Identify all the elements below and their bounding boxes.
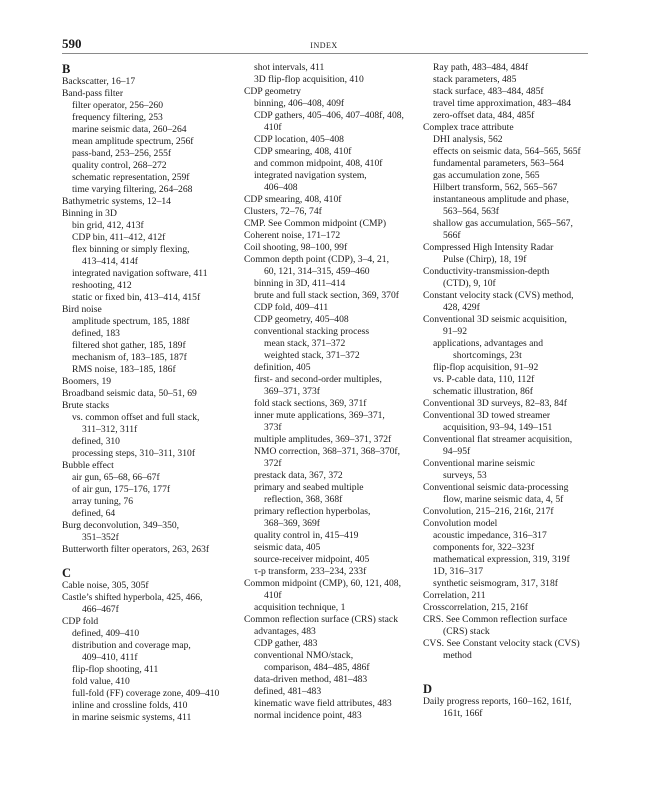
index-subentry: defined, 481–483 [254, 686, 322, 697]
index-subentry: 161t, 166f [443, 708, 483, 719]
index-subentry: flex binning or simply flexing, [72, 244, 190, 255]
index-entry: Cable noise, 305, 305f [62, 580, 149, 591]
index-entry: Boomers, 19 [62, 376, 112, 387]
index-subentry: 409–410, 411f [82, 652, 138, 663]
index-subentry: inner mute applications, 369–371, [254, 410, 385, 421]
index-subentry: schematic illustration, 86f [433, 386, 533, 397]
index-subentry: binning in 3D, 411–414 [254, 278, 346, 289]
index-subentry: surveys, 53 [443, 470, 487, 481]
index-subentry: stack parameters, 485 [433, 74, 517, 85]
index-entry: Constant velocity stack (CVS) method, [423, 290, 574, 301]
index-subentry: data-driven method, 481–483 [254, 674, 368, 685]
index-subentry: definition, 405 [254, 362, 311, 373]
index-entry: Bathymetric systems, 12–14 [62, 196, 171, 207]
index-subentry: prestack data, 367, 372 [254, 470, 343, 481]
index-subentry: reshooting, 412 [72, 280, 132, 291]
index-subentry: array tuning, 76 [72, 496, 134, 507]
index-subentry: comparison, 484–485, 486f [264, 662, 370, 673]
index-entry: CDP fold [62, 616, 99, 627]
index-subentry: Ray path, 483–484, 484f [433, 62, 529, 73]
index-subentry: integrated navigation software, 411 [72, 268, 208, 279]
index-entry: CRS. See Common reflection surface [423, 614, 568, 625]
index-entry: Coil shooting, 98–100, 99f [244, 242, 348, 253]
index-entry: Correlation, 211 [423, 590, 486, 601]
spacer [62, 556, 242, 566]
index-subentry: gas accumulation zone, 565 [433, 170, 540, 181]
spacer [423, 662, 603, 672]
index-subentry: defined, 64 [72, 508, 116, 519]
index-subentry: mathematical expression, 319, 319f [433, 554, 570, 565]
index-subentry: 466–467f [82, 604, 119, 615]
index-subentry: RMS noise, 183–185, 186f [72, 364, 176, 375]
index-column-3 [423, 62, 603, 720]
index-subentry: (CRS) stack [443, 626, 490, 637]
index-subentry: marine seismic data, 260–264 [72, 124, 187, 135]
index-subentry: filtered shot gather, 185, 189f [72, 340, 186, 351]
index-subentry: stack surface, 483–484, 485f [433, 86, 544, 97]
index-subentry: 1D, 316–317 [433, 566, 484, 577]
index-subentry: weighted stack, 371–372 [264, 350, 360, 361]
index-subentry: conventional NMO/stack, [254, 650, 354, 661]
index-subentry: shortcomings, 23t [453, 350, 522, 361]
index-subentry: normal incidence point, 483 [254, 710, 362, 721]
index-subentry: fold stack sections, 369, 371f [254, 398, 367, 409]
index-entry: CVS. See Constant velocity stack (CVS) [423, 638, 580, 649]
index-subentry: 3D flip-flop acquisition, 410 [254, 74, 364, 85]
index-entry: Coherent noise, 171–172 [244, 230, 341, 241]
index-subentry: 372f [264, 458, 282, 469]
index-subentry: 94–95f [443, 446, 471, 457]
section-letter: D [423, 682, 433, 696]
page-number: 590 [62, 36, 82, 51]
running-head: INDEX [310, 41, 338, 50]
index-subentry: static or fixed bin, 413–414, 415f [72, 292, 201, 303]
index-subentry: 373f [264, 422, 282, 433]
index-subentry: in marine seismic systems, 411 [72, 712, 192, 723]
index-subentry: pass-band, 253–256, 255f [72, 148, 172, 159]
index-entry: Band-pass filter [62, 88, 124, 99]
index-subentry: 91–92 [443, 326, 467, 337]
index-subentry: schematic representation, 259f [72, 172, 190, 183]
index-column-2 [244, 62, 424, 722]
index-subentry: mechanism of, 183–185, 187f [72, 352, 187, 363]
index-subentry: 311–312, 311f [82, 424, 138, 435]
spacer [423, 672, 603, 682]
index-subentry: 406–408 [264, 182, 298, 193]
index-entry: Conventional flat streamer acquisition, [423, 434, 573, 445]
index-subentry: brute and full stack section, 369, 370f [254, 290, 399, 301]
index-entry: Conventional 3D seismic acquisition, [423, 314, 567, 325]
index-subentry: flow, marine seismic data, 4, 5f [443, 494, 564, 505]
index-entry: Convolution model [423, 518, 498, 529]
index-subentry: multiple amplitudes, 369–371, 372f [254, 434, 392, 445]
index-subentry: reflection, 368, 368f [264, 494, 343, 505]
index-subentry: defined, 310 [72, 436, 120, 447]
index-subentry: acoustic impedance, 316–317 [433, 530, 547, 541]
index-subentry: CDP location, 405–408 [254, 134, 344, 145]
index-entry: Convolution, 215–216, 216t, 217f [423, 506, 554, 517]
index-subentry: integrated navigation system, [254, 170, 367, 181]
index-entry: Compressed High Intensity Radar [423, 242, 554, 253]
index-subentry: and common midpoint, 408, 410f [254, 158, 383, 169]
index-subentry: 410f [264, 122, 282, 133]
index-entry: Bubble effect [62, 460, 114, 471]
index-subentry: mean amplitude spectrum, 256f [72, 136, 194, 147]
index-subentry: quality control, 268–272 [72, 160, 167, 171]
index-subentry: 368–369, 369f [264, 518, 320, 529]
index-subentry: applications, advantages and [433, 338, 544, 349]
index-subentry: Pulse (Chirp), 18, 19f [443, 254, 527, 265]
index-subentry: bin grid, 412, 413f [72, 220, 144, 231]
index-subentry: CDP smearing, 408, 410f [254, 146, 352, 157]
index-entry: Common reflection surface (CRS) stack [244, 614, 398, 625]
index-subentry: vs. common offset and full stack, [72, 412, 200, 423]
index-subentry: of air gun, 175–176, 177f [72, 484, 171, 495]
index-subentry: fold value, 410 [72, 676, 130, 687]
index-subentry: 410f [264, 590, 282, 601]
index-subentry: inline and crossline folds, 410 [72, 700, 188, 711]
index-subentry: effects on seismic data, 564–565, 565f [433, 146, 581, 157]
index-subentry: mean stack, 371–372 [264, 338, 346, 349]
index-entry: Backscatter, 16–17 [62, 76, 136, 87]
section-letter: C [62, 566, 72, 580]
index-subentry: advantages, 483 [254, 626, 316, 637]
index-subentry: defined, 183 [72, 328, 120, 339]
index-entry: CDP geometry [244, 86, 301, 97]
index-column-1 [62, 62, 242, 724]
index-subentry: processing steps, 310–311, 310f [72, 448, 196, 459]
header-rule [62, 53, 588, 54]
index-subentry: CDP bin, 411–412, 412f [72, 232, 166, 243]
index-entry: Brute stacks [62, 400, 110, 411]
index-entry: Daily progress reports, 160–162, 161f, [423, 696, 572, 707]
index-subentry: frequency filtering, 253 [72, 112, 163, 123]
index-subentry: τ-p transform, 233–234, 233f [254, 566, 367, 577]
index-subentry: quality control in, 415–419 [254, 530, 359, 541]
index-subentry: seismic data, 405 [254, 542, 321, 553]
index-entry: Butterworth filter operators, 263, 263f [62, 544, 210, 555]
index-subentry: source-receiver midpoint, 405 [254, 554, 370, 565]
index-entry: CDP smearing, 408, 410f [244, 194, 342, 205]
index-subentry: acquisition technique, 1 [254, 602, 346, 613]
index-entry: Complex trace attribute [423, 122, 514, 133]
index-entry: Clusters, 72–76, 74f [244, 206, 322, 217]
index-entry: Common depth point (CDP), 3–4, 21, [244, 254, 389, 265]
index-entry: Castle’s shifted hyperbola, 425, 466, [62, 592, 203, 603]
index-entry: CMP. See Common midpoint (CMP) [244, 218, 387, 229]
index-subentry: vs. P-cable data, 110, 112f [433, 374, 535, 385]
index-subentry: first- and second-order multiples, [254, 374, 382, 385]
index-subentry: primary reflection hyperbolas, [254, 506, 371, 517]
index-entry: Conventional marine seismic [423, 458, 535, 469]
index-entry: Conventional 3D towed streamer [423, 410, 551, 421]
index-subentry: amplitude spectrum, 185, 188f [72, 316, 190, 327]
index-entry: Burg deconvolution, 349–350, [62, 520, 180, 531]
index-subentry: kinematic wave field attributes, 483 [254, 698, 392, 709]
index-subentry: 60, 121, 314–315, 459–460 [264, 266, 370, 277]
index-subentry: 428, 429f [443, 302, 480, 313]
index-entry: Binning in 3D [62, 208, 117, 219]
index-subentry: CDP gathers, 405–406, 407–408f, 408, [254, 110, 404, 121]
index-subentry: filter operator, 256–260 [72, 100, 163, 111]
index-subentry: 413–414, 414f [82, 256, 138, 267]
index-subentry: full-fold (FF) coverage zone, 409–410 [72, 688, 220, 699]
index-subentry: shot intervals, 411 [254, 62, 325, 73]
index-subentry: travel time approximation, 483–484 [433, 98, 572, 109]
index-subentry: time varying filtering, 264–268 [72, 184, 193, 195]
index-subentry: 351–352f [82, 532, 119, 543]
index-subentry: CDP gather, 483 [254, 638, 318, 649]
index-subentry: components for, 322–323f [433, 542, 535, 553]
index-entry: Broadband seismic data, 50–51, 69 [62, 388, 197, 399]
index-entry: Bird noise [62, 304, 102, 315]
index-subentry: NMO correction, 368–371, 368–370f, [254, 446, 401, 457]
index-entry: Conventional 3D surveys, 82–83, 84f [423, 398, 567, 409]
index-subentry: defined, 409–410 [72, 628, 140, 639]
index-subentry: method [443, 650, 472, 661]
index-subentry: fundamental parameters, 563–564 [433, 158, 564, 169]
index-subentry: synthetic seismogram, 317, 318f [433, 578, 558, 589]
index-subentry: distribution and coverage map, [72, 640, 191, 651]
index-subentry: instantaneous amplitude and phase, [433, 194, 569, 205]
index-subentry: 369–371, 373f [264, 386, 320, 397]
section-letter: B [62, 62, 71, 76]
index-subentry: air gun, 65–68, 66–67f [72, 472, 160, 483]
index-entry: Conventional seismic data-processing [423, 482, 569, 493]
index-subentry: conventional stacking process [254, 326, 370, 337]
index-entry: Common midpoint (CMP), 60, 121, 408, [244, 578, 401, 589]
index-subentry: shallow gas accumulation, 565–567, [433, 218, 573, 229]
index-subentry: acquisition, 93–94, 149–151 [443, 422, 553, 433]
index-entry: Conductivity-transmission-depth [423, 266, 550, 277]
index-subentry: 563–564, 563f [443, 206, 499, 217]
index-subentry: (CTD), 9, 10f [443, 278, 496, 289]
index-subentry: 566f [443, 230, 461, 241]
index-subentry: CDP fold, 409–411 [254, 302, 329, 313]
index-subentry: binning, 406–408, 409f [254, 98, 345, 109]
index-subentry: CDP geometry, 405–408 [254, 314, 349, 325]
index-subentry: primary and seabed multiple [254, 482, 364, 493]
index-subentry: zero-offset data, 484, 485f [433, 110, 535, 121]
index-subentry: Hilbert transform, 562, 565–567 [433, 182, 558, 193]
index-subentry: flip-flop acquisition, 91–92 [433, 362, 539, 373]
index-subentry: DHI analysis, 562 [433, 134, 503, 145]
index-entry: Crosscorrelation, 215, 216f [423, 602, 528, 613]
index-subentry: flip-flop shooting, 411 [72, 664, 159, 675]
